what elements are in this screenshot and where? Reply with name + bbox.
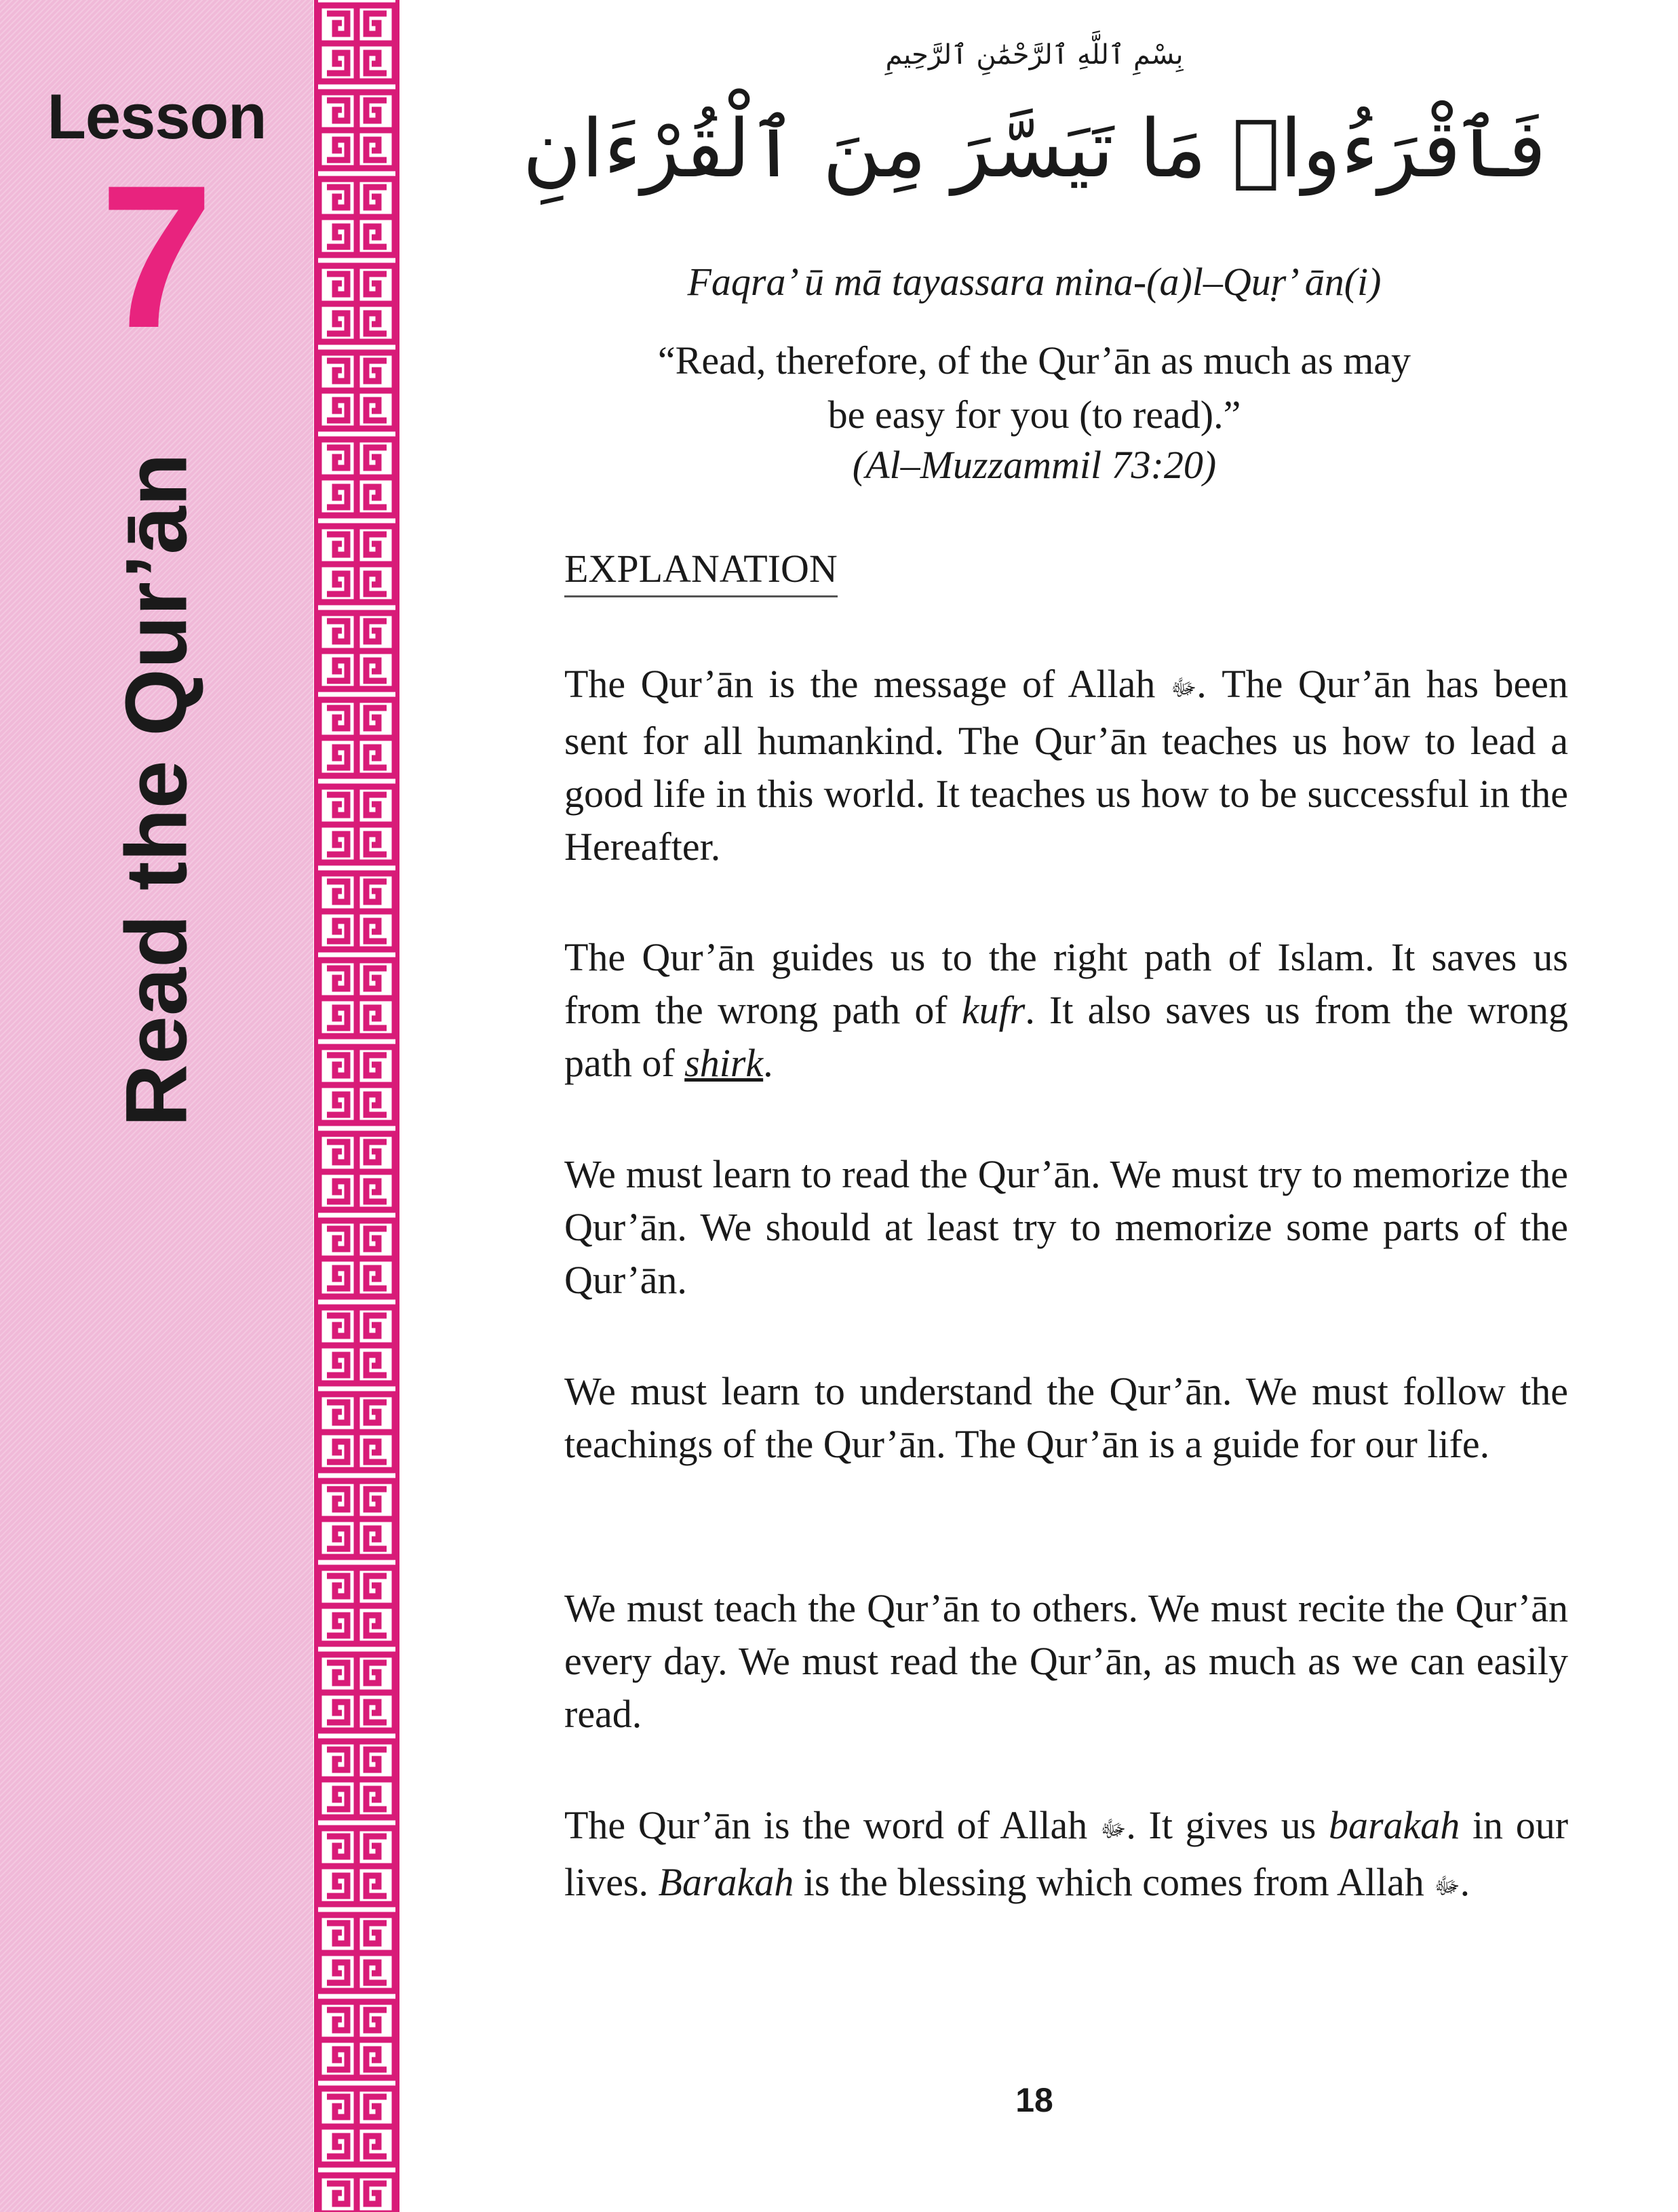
lesson-label: Lesson [47, 81, 267, 152]
meander-pattern-icon [313, 0, 400, 2212]
translation-line-1: “Read, therefore, of the Qur’ān as much as may [657, 338, 1411, 382]
explanation-heading: EXPLANATION [564, 546, 838, 597]
paragraph-6-text-a: The Qur’ān is the word of Allah [564, 1803, 1088, 1847]
translation [400, 334, 1669, 442]
lesson-number: 7 [100, 142, 214, 370]
paragraph-2-text-c: . [763, 1041, 773, 1085]
lesson-content [400, 0, 1678, 2212]
paragraph-6 [564, 1799, 1568, 1912]
paragraph-6-text-d: is the blessing which comes from Allah [803, 1859, 1424, 1904]
term-shirk: shirk [684, 1041, 764, 1085]
term-kufr: kufr [961, 988, 1026, 1032]
honorific-mark: ﷻ [1099, 1815, 1127, 1843]
paragraph-6-text-e: . [1460, 1859, 1470, 1904]
paragraph-6-text-b: . It gives us [1126, 1803, 1316, 1847]
basmala: بِسْمِ ٱللَّهِ ٱلرَّحْمَٰنِ ٱلرَّحِيمِ [885, 39, 1184, 71]
page-number: 18 [1015, 2081, 1053, 2119]
transliteration: Faqra’ ū mā tayassara mina-(a)l–Quṛ’ ān(i) [687, 260, 1382, 304]
honorific-mark: ﷻ [1170, 674, 1197, 702]
paragraph-6-text-c: in our lives. [564, 1803, 1569, 1904]
paragraph-1-text-a: The Qur’ān is the message of Allah [564, 662, 1156, 706]
paragraph-2 [564, 931, 1568, 1090]
paragraph-3: We must learn to read the Qur’ān. We must try to memorize the Qur’ān. We should at least try to memorize some parts of the Qur’ān. [564, 1152, 1568, 1302]
paragraph-5: We must teach the Qur’ān to others. We must recite the Qur’ān every day. We must read the Qur’ān, as much as we can easily read. [564, 1586, 1568, 1736]
translation-line-2: be easy for you (to read).” [827, 393, 1241, 437]
paragraph-1 [564, 658, 1568, 873]
arabic-verse: فَٱقْرَءُوا۟ مَا تَيَسَّرَ مِنَ ٱلْقُرْءَانِ [522, 102, 1546, 195]
paragraph-2-text-b: . It also saves us from the wrong path of [564, 988, 1568, 1085]
term-barakah: barakah [1328, 1803, 1460, 1847]
term-barakah-2: Barakah [658, 1859, 794, 1904]
verse-reference: (Al–Muzzammil 73:20) [852, 443, 1217, 487]
paragraph-4: We must learn to understand the Qur’ān. We must follow the teachings of the Qur’ān. The Qur’ān is a guide for our life. [564, 1369, 1568, 1466]
lesson-sidebar [0, 0, 313, 2212]
lesson-title: Read the Qur’ān [108, 453, 206, 1127]
decorative-border [313, 0, 400, 2212]
paragraph-2-text-a: The Qur’ān guides us to the right path of Islam. It saves us from the wrong path of [564, 935, 1568, 1032]
honorific-mark: ﷻ [1434, 1872, 1460, 1900]
paragraph-1-text-b: . The Qur’ān has been sent for all humankind. The Qur’ān teaches us how to lead a good life in this world. It teaches us how to be successful in the Hereafter. [564, 662, 1568, 869]
